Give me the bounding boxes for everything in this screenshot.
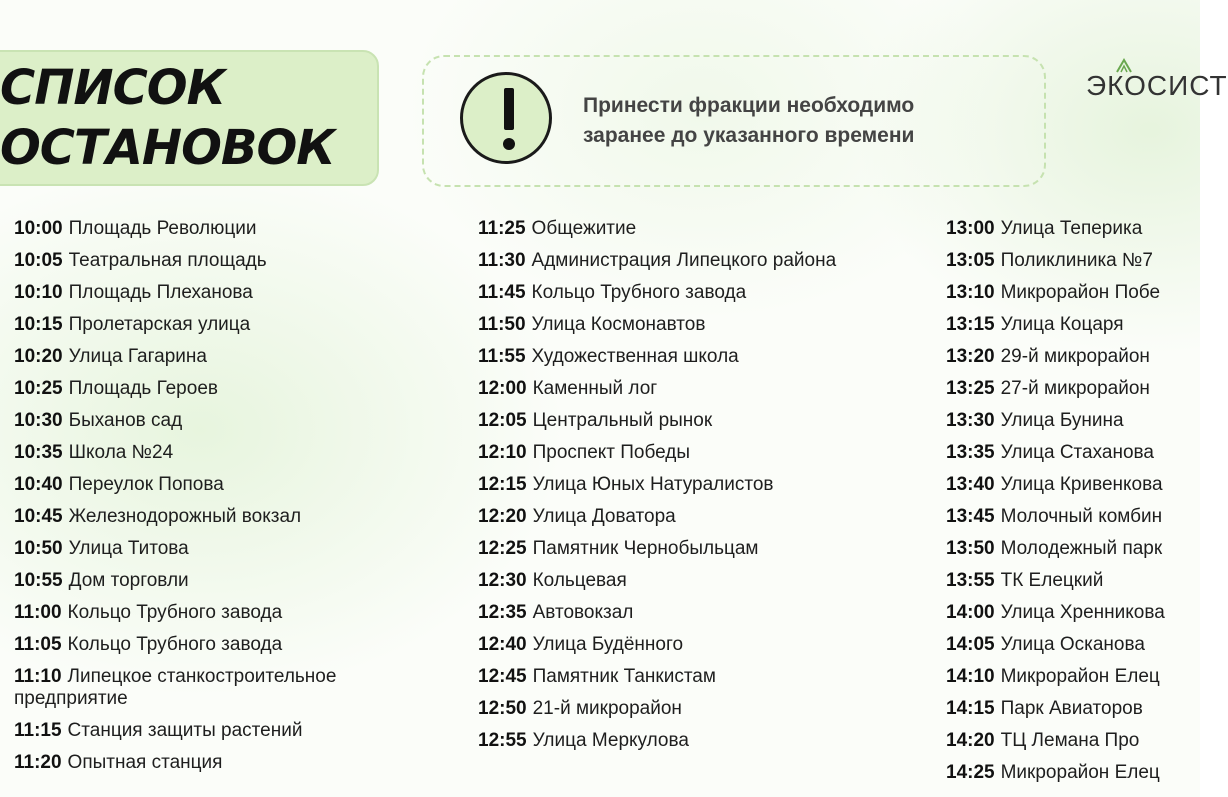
stop-name: Улица Будённого bbox=[532, 634, 684, 655]
stop-name: Дом торговли bbox=[68, 570, 189, 591]
stop-list-item bbox=[14, 469, 454, 501]
stop-list-item bbox=[946, 501, 1200, 533]
stop-name: Улица Космонавтов bbox=[531, 314, 706, 335]
stop-name: Администрация Липецкого района bbox=[531, 250, 837, 271]
stop-time: 13:05 bbox=[946, 250, 995, 271]
stop-list-item bbox=[478, 725, 928, 757]
notice-text bbox=[583, 91, 1023, 151]
stop-list-item bbox=[946, 565, 1200, 597]
stop-name: Улица Доватора bbox=[532, 506, 676, 527]
stop-list-item bbox=[946, 757, 1200, 789]
stop-name: ТК Елецкий bbox=[1000, 570, 1104, 591]
stop-list-item bbox=[14, 715, 454, 747]
stop-list-item bbox=[14, 747, 454, 779]
stop-time: 14:00 bbox=[946, 602, 995, 623]
stop-name: Микрорайон Побе bbox=[1000, 282, 1161, 303]
stop-list-item bbox=[478, 597, 928, 629]
stop-list-item bbox=[946, 213, 1200, 245]
stop-time: 10:25 bbox=[14, 378, 63, 399]
stop-name: Микрорайон Елец bbox=[1000, 762, 1160, 783]
stop-name: Улица Стаханова bbox=[1000, 442, 1154, 463]
stop-list-item bbox=[946, 245, 1200, 277]
stop-list-item bbox=[946, 437, 1200, 469]
stop-name: Центральный рынок bbox=[532, 410, 713, 431]
logo-text: ЭКОСИСТ bbox=[1086, 70, 1228, 101]
stop-list-item bbox=[946, 309, 1200, 341]
stop-time: 12:05 bbox=[478, 410, 527, 431]
stop-list-item bbox=[14, 661, 454, 715]
stop-list-item bbox=[14, 533, 454, 565]
stop-list-item bbox=[14, 245, 454, 277]
stop-time: 10:10 bbox=[14, 282, 63, 303]
stop-time: 10:30 bbox=[14, 410, 63, 431]
notice-line-1: Принести фракции необходимо bbox=[583, 94, 915, 117]
stop-time: 13:25 bbox=[946, 378, 995, 399]
stop-name: Памятник Танкистам bbox=[532, 666, 716, 687]
stop-time: 12:15 bbox=[478, 474, 527, 495]
stop-time: 10:05 bbox=[14, 250, 63, 271]
notice-line-2: заранее до указанного времени bbox=[583, 124, 915, 147]
stop-time: 12:25 bbox=[478, 538, 527, 559]
stop-time: 10:20 bbox=[14, 346, 63, 367]
stop-name: Липецкое станкостроительное предприятие bbox=[14, 666, 337, 709]
stop-list-item bbox=[478, 213, 928, 245]
stop-time: 12:55 bbox=[478, 730, 527, 751]
stop-list-item bbox=[14, 405, 454, 437]
stop-list-item bbox=[478, 245, 928, 277]
stop-list-item bbox=[14, 309, 454, 341]
page-title-line-2: ОСТАНОВОК bbox=[0, 120, 335, 176]
stops-column-1 bbox=[14, 213, 454, 779]
stop-list-item bbox=[14, 501, 454, 533]
stop-list-item bbox=[478, 373, 928, 405]
stops-column-3 bbox=[946, 213, 1200, 789]
stop-list-item bbox=[946, 533, 1200, 565]
stop-name: Улица Меркулова bbox=[532, 730, 689, 751]
stop-time: 11:45 bbox=[478, 282, 526, 303]
stop-time: 12:30 bbox=[478, 570, 527, 591]
stop-time: 11:05 bbox=[14, 634, 62, 655]
stop-time: 14:10 bbox=[946, 666, 995, 687]
stop-time: 14:05 bbox=[946, 634, 995, 655]
stop-name: Поликлиника №7 bbox=[1000, 250, 1153, 271]
brand-logo bbox=[1086, 58, 1228, 108]
stop-name: Улица Кривенкова bbox=[1000, 474, 1163, 495]
stop-time: 11:50 bbox=[478, 314, 526, 335]
stop-time: 13:15 bbox=[946, 314, 995, 335]
stop-time: 11:20 bbox=[14, 752, 62, 773]
stop-time: 13:35 bbox=[946, 442, 995, 463]
stop-list-item bbox=[478, 629, 928, 661]
stop-name: Памятник Чернобыльцам bbox=[532, 538, 759, 559]
stop-name: Художественная школа bbox=[531, 346, 739, 367]
stop-name: Улица Коцаря bbox=[1000, 314, 1124, 335]
stop-time: 11:10 bbox=[14, 666, 62, 687]
stop-name: Школа №24 bbox=[68, 442, 174, 463]
stop-list-item bbox=[946, 469, 1200, 501]
stop-name: Каменный лог bbox=[532, 378, 658, 399]
stops-column-2 bbox=[478, 213, 928, 757]
stop-name: Площадь Плеханова bbox=[68, 282, 253, 303]
stop-name: Улица Осканова bbox=[1000, 634, 1145, 655]
stop-name: Улица Хренникова bbox=[1000, 602, 1165, 623]
stop-name: Улица Теперика bbox=[1000, 218, 1143, 239]
stop-list-item bbox=[478, 341, 928, 373]
stop-time: 13:00 bbox=[946, 218, 995, 239]
exclamation-bar bbox=[504, 88, 514, 130]
stop-time: 14:25 bbox=[946, 762, 995, 783]
stop-time: 11:00 bbox=[14, 602, 62, 623]
stop-list-item bbox=[14, 437, 454, 469]
stop-list-item bbox=[946, 405, 1200, 437]
stop-name: Кольцо Трубного завода bbox=[531, 282, 747, 303]
stop-list-item bbox=[14, 373, 454, 405]
stop-time: 11:25 bbox=[478, 218, 526, 239]
stop-time: 10:55 bbox=[14, 570, 63, 591]
stop-list-item bbox=[946, 725, 1200, 757]
stop-time: 10:40 bbox=[14, 474, 63, 495]
stop-list-item bbox=[946, 277, 1200, 309]
stop-list-item bbox=[946, 341, 1200, 373]
stop-name: Переулок Попова bbox=[68, 474, 224, 495]
stop-time: 13:40 bbox=[946, 474, 995, 495]
stop-name: Площадь Героев bbox=[68, 378, 218, 399]
stop-time: 11:30 bbox=[478, 250, 526, 271]
stop-time: 12:50 bbox=[478, 698, 527, 719]
stop-list-item bbox=[14, 629, 454, 661]
stop-list-item bbox=[14, 213, 454, 245]
stop-name: Молочный комбин bbox=[1000, 506, 1163, 527]
stop-name: Микрорайон Елец bbox=[1000, 666, 1160, 687]
stop-list-item bbox=[14, 565, 454, 597]
stop-name: Улица Бунина bbox=[1000, 410, 1124, 431]
stop-time: 11:55 bbox=[478, 346, 526, 367]
page-title-line-1: СПИСОК bbox=[0, 60, 225, 116]
stop-name: Кольцо Трубного завода bbox=[67, 634, 283, 655]
stop-time: 10:45 bbox=[14, 506, 63, 527]
stop-time: 12:00 bbox=[478, 378, 527, 399]
stop-list-item bbox=[14, 277, 454, 309]
stop-name: Быханов сад bbox=[68, 410, 183, 431]
stop-time: 10:35 bbox=[14, 442, 63, 463]
stop-list-item bbox=[946, 373, 1200, 405]
stop-time: 13:10 bbox=[946, 282, 995, 303]
stop-list-item bbox=[14, 341, 454, 373]
stop-name: Пролетарская улица bbox=[68, 314, 251, 335]
stop-list-item bbox=[478, 533, 928, 565]
stop-name: Парк Авиаторов bbox=[1000, 698, 1143, 719]
stop-list-item bbox=[946, 693, 1200, 725]
stop-name: Автовокзал bbox=[532, 602, 634, 623]
stop-name: Театральная площадь bbox=[68, 250, 267, 271]
stop-time: 10:15 bbox=[14, 314, 63, 335]
stop-list-item bbox=[946, 629, 1200, 661]
exclamation-icon bbox=[460, 72, 552, 164]
stop-name: Общежитие bbox=[531, 218, 637, 239]
stop-list-item bbox=[14, 597, 454, 629]
stop-list-item bbox=[478, 565, 928, 597]
stop-name: 27-й микрорайон bbox=[1000, 378, 1150, 399]
stop-list-item bbox=[478, 501, 928, 533]
stop-time: 13:45 bbox=[946, 506, 995, 527]
stop-time: 13:30 bbox=[946, 410, 995, 431]
stop-name: Железнодорожный вокзал bbox=[68, 506, 302, 527]
stop-list-item bbox=[946, 597, 1200, 629]
stop-name: Опытная станция bbox=[67, 752, 223, 773]
stop-time: 13:50 bbox=[946, 538, 995, 559]
stop-name: Кольцевая bbox=[532, 570, 627, 591]
stop-name: Станция защиты растений bbox=[67, 720, 303, 741]
stop-time: 12:35 bbox=[478, 602, 527, 623]
stop-list-item bbox=[478, 277, 928, 309]
stop-time: 14:15 bbox=[946, 698, 995, 719]
stop-time: 10:00 bbox=[14, 218, 63, 239]
stop-list-item bbox=[478, 661, 928, 693]
stop-name: ТЦ Лемана Про bbox=[1000, 730, 1140, 751]
stop-list-item bbox=[946, 661, 1200, 693]
stop-name: Улица Юных Натуралистов bbox=[532, 474, 774, 495]
stop-time: 12:20 bbox=[478, 506, 527, 527]
exclamation-dot bbox=[503, 138, 515, 150]
stop-time: 13:20 bbox=[946, 346, 995, 367]
stop-name: Площадь Революции bbox=[68, 218, 257, 239]
stop-name: 21-й микрорайон bbox=[532, 698, 682, 719]
stop-name: Кольцо Трубного завода bbox=[67, 602, 283, 623]
stop-name: 29-й микрорайон bbox=[1000, 346, 1150, 367]
stop-name: Улица Гагарина bbox=[68, 346, 207, 367]
stop-time: 13:55 bbox=[946, 570, 995, 591]
stop-name: Молодежный парк bbox=[1000, 538, 1163, 559]
stop-time: 10:50 bbox=[14, 538, 63, 559]
stop-time: 11:15 bbox=[14, 720, 62, 741]
stop-time: 12:45 bbox=[478, 666, 527, 687]
stop-list-item bbox=[478, 437, 928, 469]
stop-time: 12:10 bbox=[478, 442, 527, 463]
stop-list-item bbox=[478, 469, 928, 501]
stop-name: Проспект Победы bbox=[532, 442, 691, 463]
stop-list-item bbox=[478, 405, 928, 437]
stop-name: Улица Титова bbox=[68, 538, 189, 559]
stop-time: 12:40 bbox=[478, 634, 527, 655]
stop-list-item bbox=[478, 309, 928, 341]
stop-time: 14:20 bbox=[946, 730, 995, 751]
stop-list-item bbox=[478, 693, 928, 725]
